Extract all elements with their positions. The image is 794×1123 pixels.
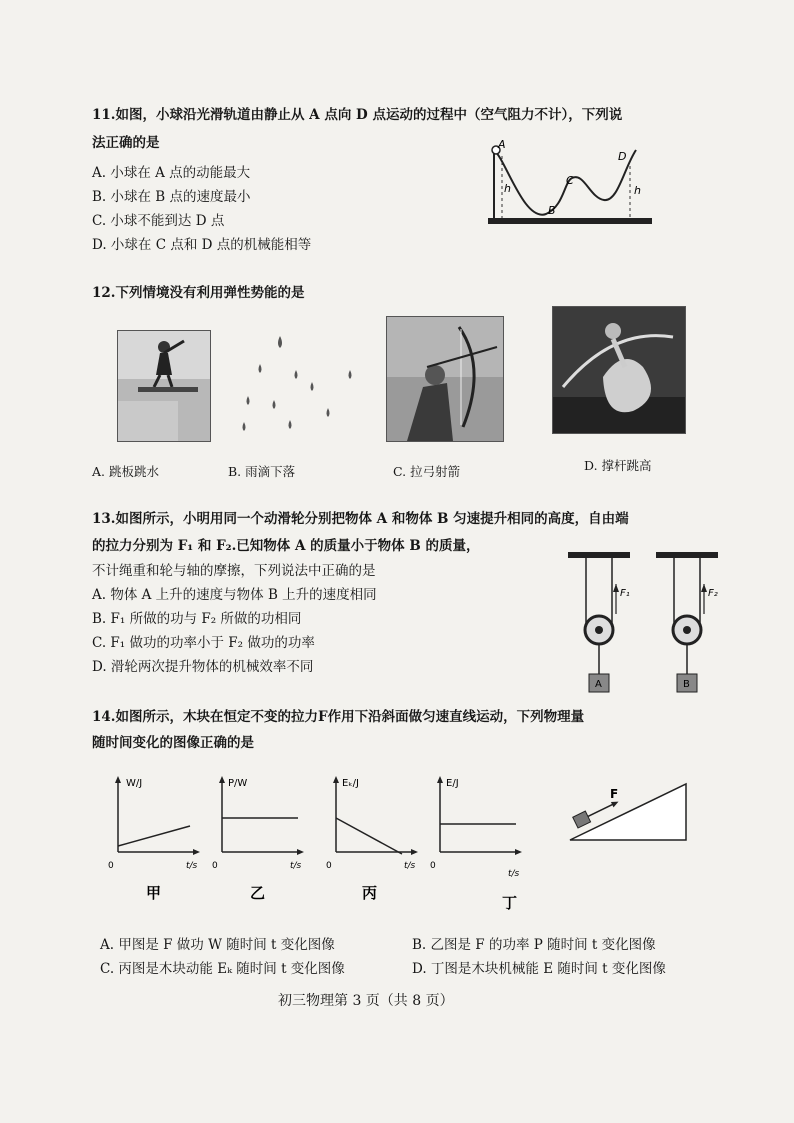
jia-name: 甲 (146, 884, 162, 902)
q13-option-b[interactable]: B. F₁ 所做的功与 F₂ 所做的功相同 (92, 611, 302, 627)
q13-option-d[interactable]: D. 滑轮两次提升物体的机械效率不同 (92, 659, 314, 675)
q11-stem-line2: 法正确的是 (92, 135, 160, 151)
yi-xlabel: t/s (290, 861, 302, 871)
q13-stem-line2: 的拉力分别为 F₁ 和 F₂.已知物体 A 的质量小于物体 B 的质量， (92, 538, 480, 554)
label-box-b: B (683, 679, 690, 690)
q12-option-b[interactable]: B. 雨滴下落 (228, 464, 296, 479)
label-box-a: A (595, 679, 602, 690)
graph-yi (212, 776, 304, 902)
ground-bar (488, 218, 652, 224)
q12-option-c[interactable]: C. 拉弓射箭 (393, 464, 461, 479)
graph-ding (430, 776, 522, 912)
jia-origin: 0 (108, 861, 114, 871)
bing-origin: 0 (326, 861, 332, 871)
bing-xlabel: t/s (404, 861, 416, 871)
q14-stem-line1: 14.如图所示，木块在恒定不变的拉力F作用下沿斜面做匀速直线运动，下列物理量 (92, 709, 585, 725)
label-c: C (566, 174, 574, 187)
page-footer: 初三物理第 3 页（共 8 页） (278, 993, 454, 1009)
q13-pulley-figure (560, 548, 730, 696)
q11-option-a[interactable]: A. 小球在 A 点的动能最大 (92, 165, 251, 181)
jia-line (118, 826, 190, 846)
q11-option-d[interactable]: D. 小球在 C 点和 D 点的机械能相等 (92, 237, 312, 253)
smooth-track (494, 150, 636, 215)
graph-jia (108, 776, 200, 902)
ding-origin: 0 (430, 861, 436, 871)
ceiling-right (656, 552, 718, 558)
jia-xlabel: t/s (186, 861, 198, 871)
q13-option-a[interactable]: A. 物体 A 上升的速度与物体 B 上升的速度相同 (92, 587, 377, 603)
label-h-left: h (504, 182, 511, 195)
photo-pole-vault (552, 306, 686, 434)
label-f2: F₂ (708, 588, 718, 599)
q11-option-c[interactable]: C. 小球不能到达 D 点 (92, 213, 225, 229)
bing-ylabel: Eₖ/J (342, 778, 359, 789)
q13-stem-line1: 13.如图所示，小明用同一个动滑轮分别把物体 A 和物体 B 匀速提升相同的高度，自由端 (92, 511, 629, 527)
q12-option-d[interactable]: D. 撑杆跳高 (584, 458, 652, 473)
q14-option-d[interactable]: D. 丁图是木块机械能 E 随时间 t 变化图像 (412, 961, 666, 977)
ding-ylabel: E/J (446, 778, 459, 789)
ding-xlabel: t/s (508, 869, 520, 879)
label-b: B (548, 204, 556, 217)
q14-option-c[interactable]: C. 丙图是木块动能 Eₖ 随时间 t 变化图像 (100, 961, 345, 977)
jia-ylabel: W/J (126, 778, 143, 789)
yi-ylabel: P/W (228, 778, 248, 789)
photo-archery (386, 316, 504, 442)
label-f1: F₁ (620, 588, 630, 599)
wood-block (573, 811, 591, 828)
bing-line (336, 818, 402, 854)
ding-name: 丁 (502, 894, 518, 912)
bing-name: 丙 (362, 884, 378, 902)
q13-stem-line3: 不计绳重和轮与轴的摩擦，下列说法中正确的是 (92, 563, 376, 579)
q11-track-figure (480, 132, 660, 236)
label-h-right: h (634, 184, 641, 197)
graph-bing (326, 776, 418, 902)
q11-stem-line1: 11.如图，小球沿光滑轨道由静止从 A 点向 D 点运动的过程中（空气阻力不计），下列说 (92, 107, 623, 123)
q11-option-b[interactable]: B. 小球在 B 点的速度最小 (92, 189, 251, 205)
label-d: D (618, 150, 627, 163)
photo-raindrops (230, 330, 360, 440)
q13-option-c[interactable]: C. F₁ 做功的功率小于 F₂ 做功的功率 (92, 635, 315, 651)
photo-springboard-diving (117, 330, 211, 442)
q14-stem-line2: 随时间变化的图像正确的是 (92, 735, 254, 751)
yi-origin: 0 (212, 861, 218, 871)
q14-option-a[interactable]: A. 甲图是 F 做功 W 随时间 t 变化图像 (100, 937, 335, 953)
force-arrow (588, 803, 615, 816)
incline (570, 784, 686, 840)
q14-graphs (100, 772, 530, 912)
q14-option-b[interactable]: B. 乙图是 F 的功率 P 随时间 t 变化图像 (412, 937, 656, 953)
ceiling-left (568, 552, 630, 558)
q12-stem: 12.下列情境没有利用弹性势能的是 (92, 285, 305, 301)
q12-option-a[interactable]: A. 跳板跳水 (92, 464, 159, 479)
q14-incline-figure (562, 776, 694, 846)
yi-name: 乙 (250, 884, 266, 902)
label-force-f: F (610, 787, 619, 801)
label-a: A (498, 138, 506, 151)
